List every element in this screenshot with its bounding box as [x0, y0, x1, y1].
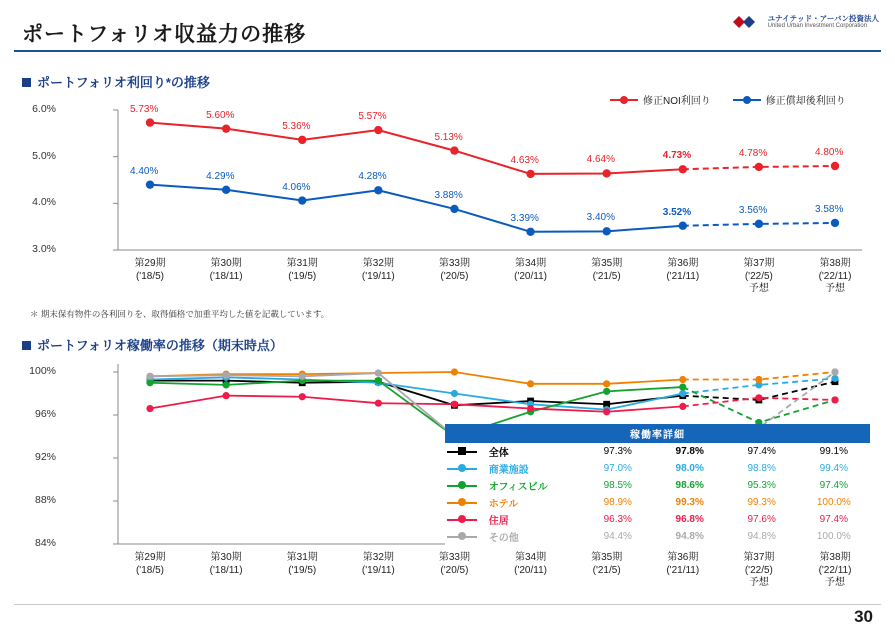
- occupancy-table-row: [445, 443, 870, 460]
- occupancy-xlabel-0: 第29期 ('18/5): [134, 552, 166, 576]
- series-value-0-0: 97.3%: [603, 446, 632, 457]
- header-divider: [14, 50, 881, 52]
- series-value-5-2: 94.8%: [747, 531, 776, 542]
- occ-ytick-84: 84%: [34, 537, 56, 549]
- bullet-square-icon: [22, 78, 31, 87]
- yield-ytick-5: 5.0%: [32, 150, 56, 162]
- series-value-0-3: 99.1%: [819, 446, 848, 457]
- noi-value-label-4: 5.13%: [434, 131, 463, 143]
- noi-value-label-0: 5.73%: [130, 103, 159, 115]
- series-value-4-2: 97.6%: [747, 514, 776, 525]
- yield-ytick-3: 3.0%: [32, 243, 56, 255]
- yield-xlabel-2: 第31期 ('19/5): [286, 258, 318, 282]
- series-value-5-3: 100.0%: [816, 531, 851, 542]
- series-value-3-0: 98.9%: [603, 497, 632, 508]
- occupancy-xlabel-5: 第34期 ('20/11): [514, 552, 547, 576]
- series-value-5-1: 94.8%: [675, 531, 704, 542]
- occ-ytick-96: 96%: [34, 408, 56, 420]
- adjusted-value-label-7: 3.52%: [662, 206, 692, 218]
- yield-ytick-6: 6.0%: [32, 103, 56, 115]
- series-name-3: ホテル: [488, 499, 519, 510]
- series-value-0-2: 97.4%: [747, 446, 776, 457]
- series-name-4: 住居: [488, 516, 509, 527]
- occupancy-xlabel-4: 第33期 ('20/5): [438, 552, 470, 576]
- occupancy-detail-table: [445, 424, 870, 545]
- yield-xlabel-1: 第30期 ('18/11): [209, 258, 243, 282]
- logo-mark-icon: [729, 12, 763, 32]
- noi-value-label-7: 4.73%: [662, 150, 692, 162]
- series-value-2-3: 97.4%: [819, 480, 848, 491]
- noi-value-label-6: 4.64%: [586, 154, 616, 166]
- noi-value-label-9: 4.80%: [815, 147, 844, 158]
- yield-line-chart: [32, 100, 870, 295]
- yield-xlabel-7: 第36期 ('21/11): [666, 258, 700, 282]
- series-swatch-0: [445, 443, 483, 460]
- series-name-2: オフィスビル: [488, 482, 548, 493]
- adjusted-value-label-5: 3.39%: [510, 212, 539, 224]
- series-swatch-2: [445, 477, 483, 494]
- series-value-3-2: 99.3%: [747, 497, 776, 508]
- occupancy-line-chart: [29, 358, 870, 598]
- occupancy-table-row: [445, 460, 870, 477]
- page-title: ポートフォリオ収益力の推移: [22, 23, 307, 46]
- series-swatch-5: [445, 528, 483, 545]
- occupancy-table-row: [445, 477, 870, 494]
- occupancy-xlabel-9: 第38期 ('22/11) 予想: [818, 552, 852, 588]
- series-value-0-1: 97.8%: [675, 446, 704, 457]
- adjusted-value-label-0: 4.40%: [130, 165, 159, 177]
- footer-divider: [14, 604, 881, 605]
- series-value-5-0: 94.4%: [603, 531, 632, 542]
- yield-xlabel-0: 第29期 ('18/5): [134, 258, 166, 282]
- occupancy-xlabel-6: 第35期 ('21/5): [591, 552, 623, 576]
- adjusted-value-label-6: 3.40%: [586, 212, 616, 224]
- adjusted-value-label-2: 4.06%: [282, 181, 311, 193]
- series-value-4-0: 96.3%: [603, 514, 632, 525]
- yield-xlabel-3: 第32期 ('19/11): [361, 258, 395, 282]
- yield-chart-note: ＊ 期末保有物件の各利回りを、取得価格で加重平均した値を記載しています。: [30, 309, 330, 319]
- legend-label-noi: 修正NOI利回り: [643, 96, 711, 107]
- occupancy-table-title: 稼働率詳細: [445, 424, 870, 443]
- series-value-2-1: 98.6%: [675, 480, 704, 491]
- occupancy-xlabel-7: 第36期 ('21/11): [666, 552, 700, 576]
- series-name-1: 商業施設: [488, 465, 529, 476]
- series-value-1-2: 98.8%: [747, 463, 776, 474]
- occupancy-xlabel-1: 第30期 ('18/11): [209, 552, 243, 576]
- series-value-3-1: 99.3%: [675, 497, 704, 508]
- series-swatch-3: [445, 494, 483, 511]
- series-value-1-0: 97.0%: [603, 463, 632, 474]
- yield-ytick-4: 4.0%: [32, 196, 56, 208]
- logo-name-en: United Urban Investment Corporation: [767, 22, 868, 29]
- yield-xlabel-9: 第38期 ('22/11) 予想: [818, 258, 852, 294]
- occ-ytick-88: 88%: [34, 494, 56, 506]
- noi-value-label-2: 5.36%: [282, 120, 311, 132]
- occupancy-table-row: [445, 494, 870, 511]
- noi-value-label-3: 5.57%: [358, 111, 387, 123]
- series-value-1-3: 99.4%: [819, 463, 848, 474]
- series-value-2-0: 98.5%: [603, 480, 632, 491]
- adjusted-value-label-9: 3.58%: [815, 203, 844, 215]
- yield-xlabel-5: 第34期 ('20/11): [514, 258, 547, 282]
- occupancy-xlabel-2: 第31期 ('19/5): [286, 552, 318, 576]
- company-logo: [729, 12, 879, 32]
- series-name-0: 全体: [488, 448, 509, 459]
- series-value-4-3: 97.4%: [819, 514, 848, 525]
- series-value-3-3: 100.0%: [816, 497, 851, 508]
- series-swatch-4: [445, 511, 483, 528]
- occ-ytick-92: 92%: [34, 451, 56, 463]
- section-1-heading: ポートフォリオ利回り*の推移: [22, 72, 210, 91]
- occ-ytick-100: 100%: [29, 365, 56, 377]
- legend-label-adjusted: 修正償却後利回り: [765, 96, 846, 107]
- logo-name-jp: ユナイテッド・アーバン投資法人: [767, 13, 879, 23]
- yield-xlabel-6: 第35期 ('21/5): [591, 258, 623, 282]
- series-value-1-1: 98.0%: [675, 463, 704, 474]
- occupancy-table-row: [445, 528, 870, 545]
- noi-value-label-5: 4.63%: [510, 154, 539, 166]
- yield-xlabel-4: 第33期 ('20/5): [438, 258, 470, 282]
- occupancy-xlabel-3: 第32期 ('19/11): [361, 552, 395, 576]
- series-value-4-1: 96.8%: [675, 514, 704, 525]
- yield-xlabel-8: 第37期 ('22/5) 予想: [743, 258, 775, 294]
- noi-value-label-8: 4.78%: [738, 147, 768, 159]
- section-2-heading: ポートフォリオ稼働率の推移（期末時点）: [22, 335, 283, 354]
- series-name-5: その他: [488, 533, 519, 544]
- adjusted-value-label-8: 3.56%: [738, 204, 768, 216]
- occupancy-table-row: [445, 511, 870, 528]
- page-number: 30: [854, 607, 873, 626]
- adjusted-value-label-1: 4.29%: [206, 170, 235, 182]
- adjusted-value-label-3: 4.28%: [358, 171, 387, 183]
- noi-value-label-1: 5.60%: [206, 109, 235, 121]
- bullet-square-icon-2: [22, 341, 31, 350]
- occupancy-xlabel-8: 第37期 ('22/5) 予想: [743, 552, 775, 588]
- series-swatch-1: [445, 460, 483, 477]
- adjusted-value-label-4: 3.88%: [434, 189, 463, 201]
- series-value-2-2: 95.3%: [747, 480, 776, 491]
